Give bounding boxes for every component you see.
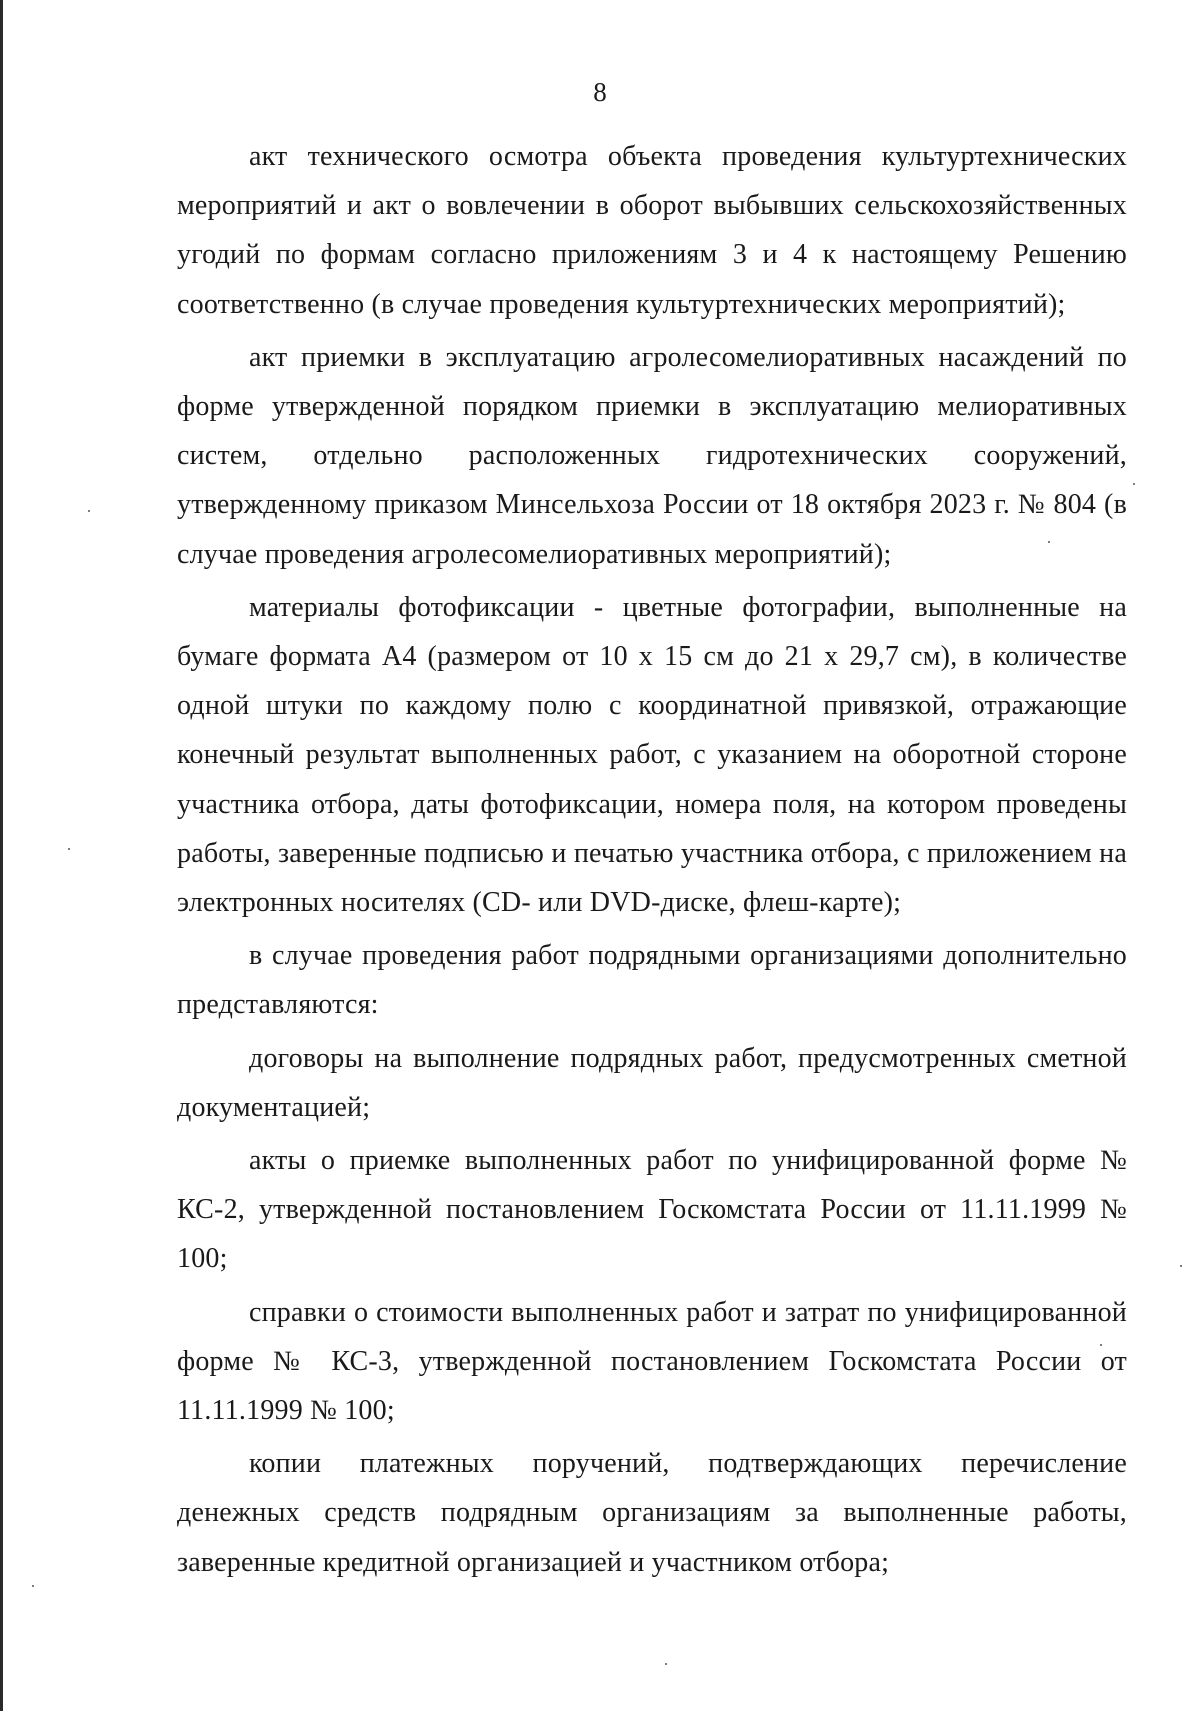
- scan-speck: [1048, 541, 1050, 543]
- paragraph-contracts: договоры на выполнение подрядных работ, предусмотренных сметной документацией;: [177, 1042, 1127, 1123]
- page-number: 8: [593, 77, 607, 107]
- paragraph-photo-materials: материалы фотофиксации - цветные фотографии, выполненные на бумаге формата А4 (размером от 10 х 15 см до 21 х 29,7 см), в количестве одной штуки по каждому полю с координатной привязкой, отражающие конечный результат выполненных работ, с указанием на оборотной стороне участника отбора, даты фотофиксации, номера поля, на котором проведены работы, заверенные подписью и печатью участника отбора, с приложением на электронных носителях (CD- или DVD-диске, флеш-карте);: [177, 591, 1127, 919]
- scan-speck: [665, 1663, 667, 1665]
- paragraph-ks3-certificates: справки о стоимости выполненных работ и затрат по унифицированной форме № КС-3, утвержденной постановлением Госкомстата России от 11.11.1999 № 100;: [177, 1296, 1127, 1427]
- scan-edge-line: [0, 0, 3, 1711]
- paragraph-acceptance-act: акт приемки в эксплуатацию агролесомелиоративных насаждений по форме утвержденной порядком приемки в эксплуатацию мелиоративных систем, отдельно расположенных гидротехнических сооружений, утвержденному приказом Минсельхоза России от 18 октября 2023 г. № 804 (в случае проведения агролесомелиоративных мероприятий);: [177, 341, 1127, 570]
- paragraph-contractor-works: в случае проведения работ подрядными организациями дополнительно представляются:: [177, 940, 1127, 1021]
- scan-speck: [32, 1585, 34, 1587]
- scan-speck: [68, 848, 70, 850]
- paragraph-payment-orders: копии платежных поручений, подтверждающих перечисление денежных средств подрядным организациям за выполненные работы, заверенные кредитной организацией и участником отбора;: [177, 1448, 1127, 1578]
- paragraph-technical-inspection-act: акт технического осмотра объекта проведения культуртехнических мероприятий и акт о вовлечении в оборот выбывших сельскохозяйственных угодий по формам согласно приложениям 3 и 4 к настоящему Решению соответственно (в случае проведения культуртехнических мероприятий);: [177, 141, 1127, 320]
- scan-speck: [1180, 1265, 1182, 1267]
- scan-speck: [1100, 1344, 1102, 1346]
- document-body: [177, 132, 1127, 1591]
- scan-speck: [1133, 483, 1135, 485]
- scan-speck: [88, 510, 90, 512]
- paragraph-ks2-acts: акты о приемке выполненных работ по унифицированной форме № КС-2, утвержденной постановлением Госкомстата России от 11.11.1999 № 100;: [177, 1145, 1127, 1275]
